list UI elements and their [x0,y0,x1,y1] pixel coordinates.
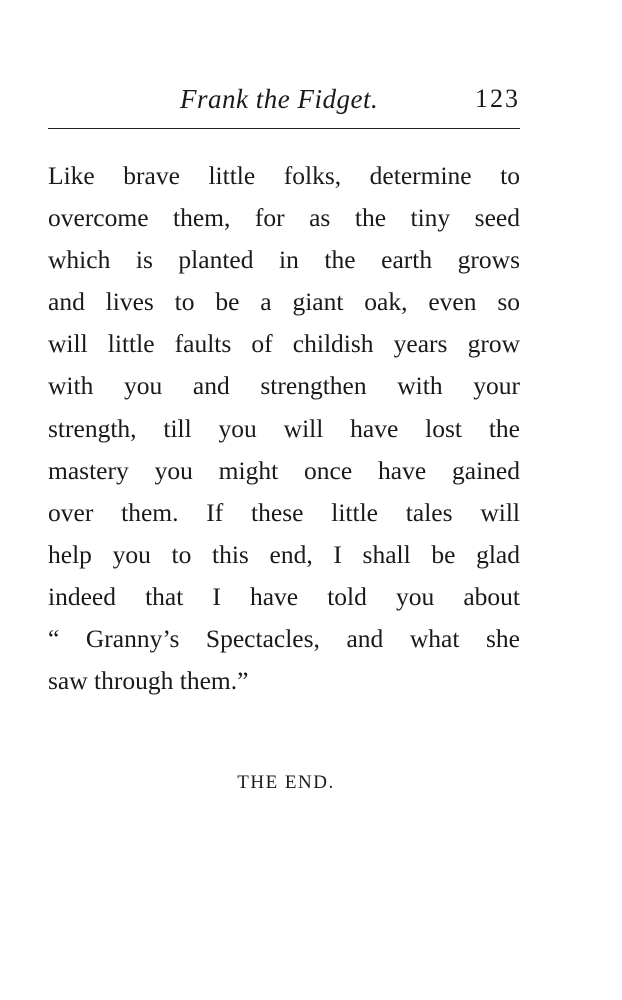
text-line: strength, till you will have lost the [48,413,520,443]
text-line: and lives to be a giant oak, even so [48,287,520,317]
text-line: mastery you might once have gained [48,455,520,485]
text-line: with you and strengthen with your [48,371,520,401]
running-head [48,84,520,118]
running-title: Frank the Fidget. [180,84,379,114]
header-rule [48,128,520,129]
text-line: which is planted in the earth grows [48,245,520,275]
body-paragraph [48,155,520,702]
text-line: over them. If these little tales will [48,497,520,527]
the-end-text: THE END. [237,772,335,793]
text-line: Like brave little folks, determine to [48,161,520,190]
text-line: saw through them.” [48,666,249,696]
text-line: indeed that I have told you about [48,581,520,611]
text-line: “ Granny’s Spectacles, and what she [48,624,520,654]
text-line: overcome them, for as the tiny seed [48,203,520,233]
page-number: 123 [475,84,520,113]
text-line: will little faults of childish years grow [48,329,520,359]
text-line: help you to this end, I shall be glad [48,539,520,569]
